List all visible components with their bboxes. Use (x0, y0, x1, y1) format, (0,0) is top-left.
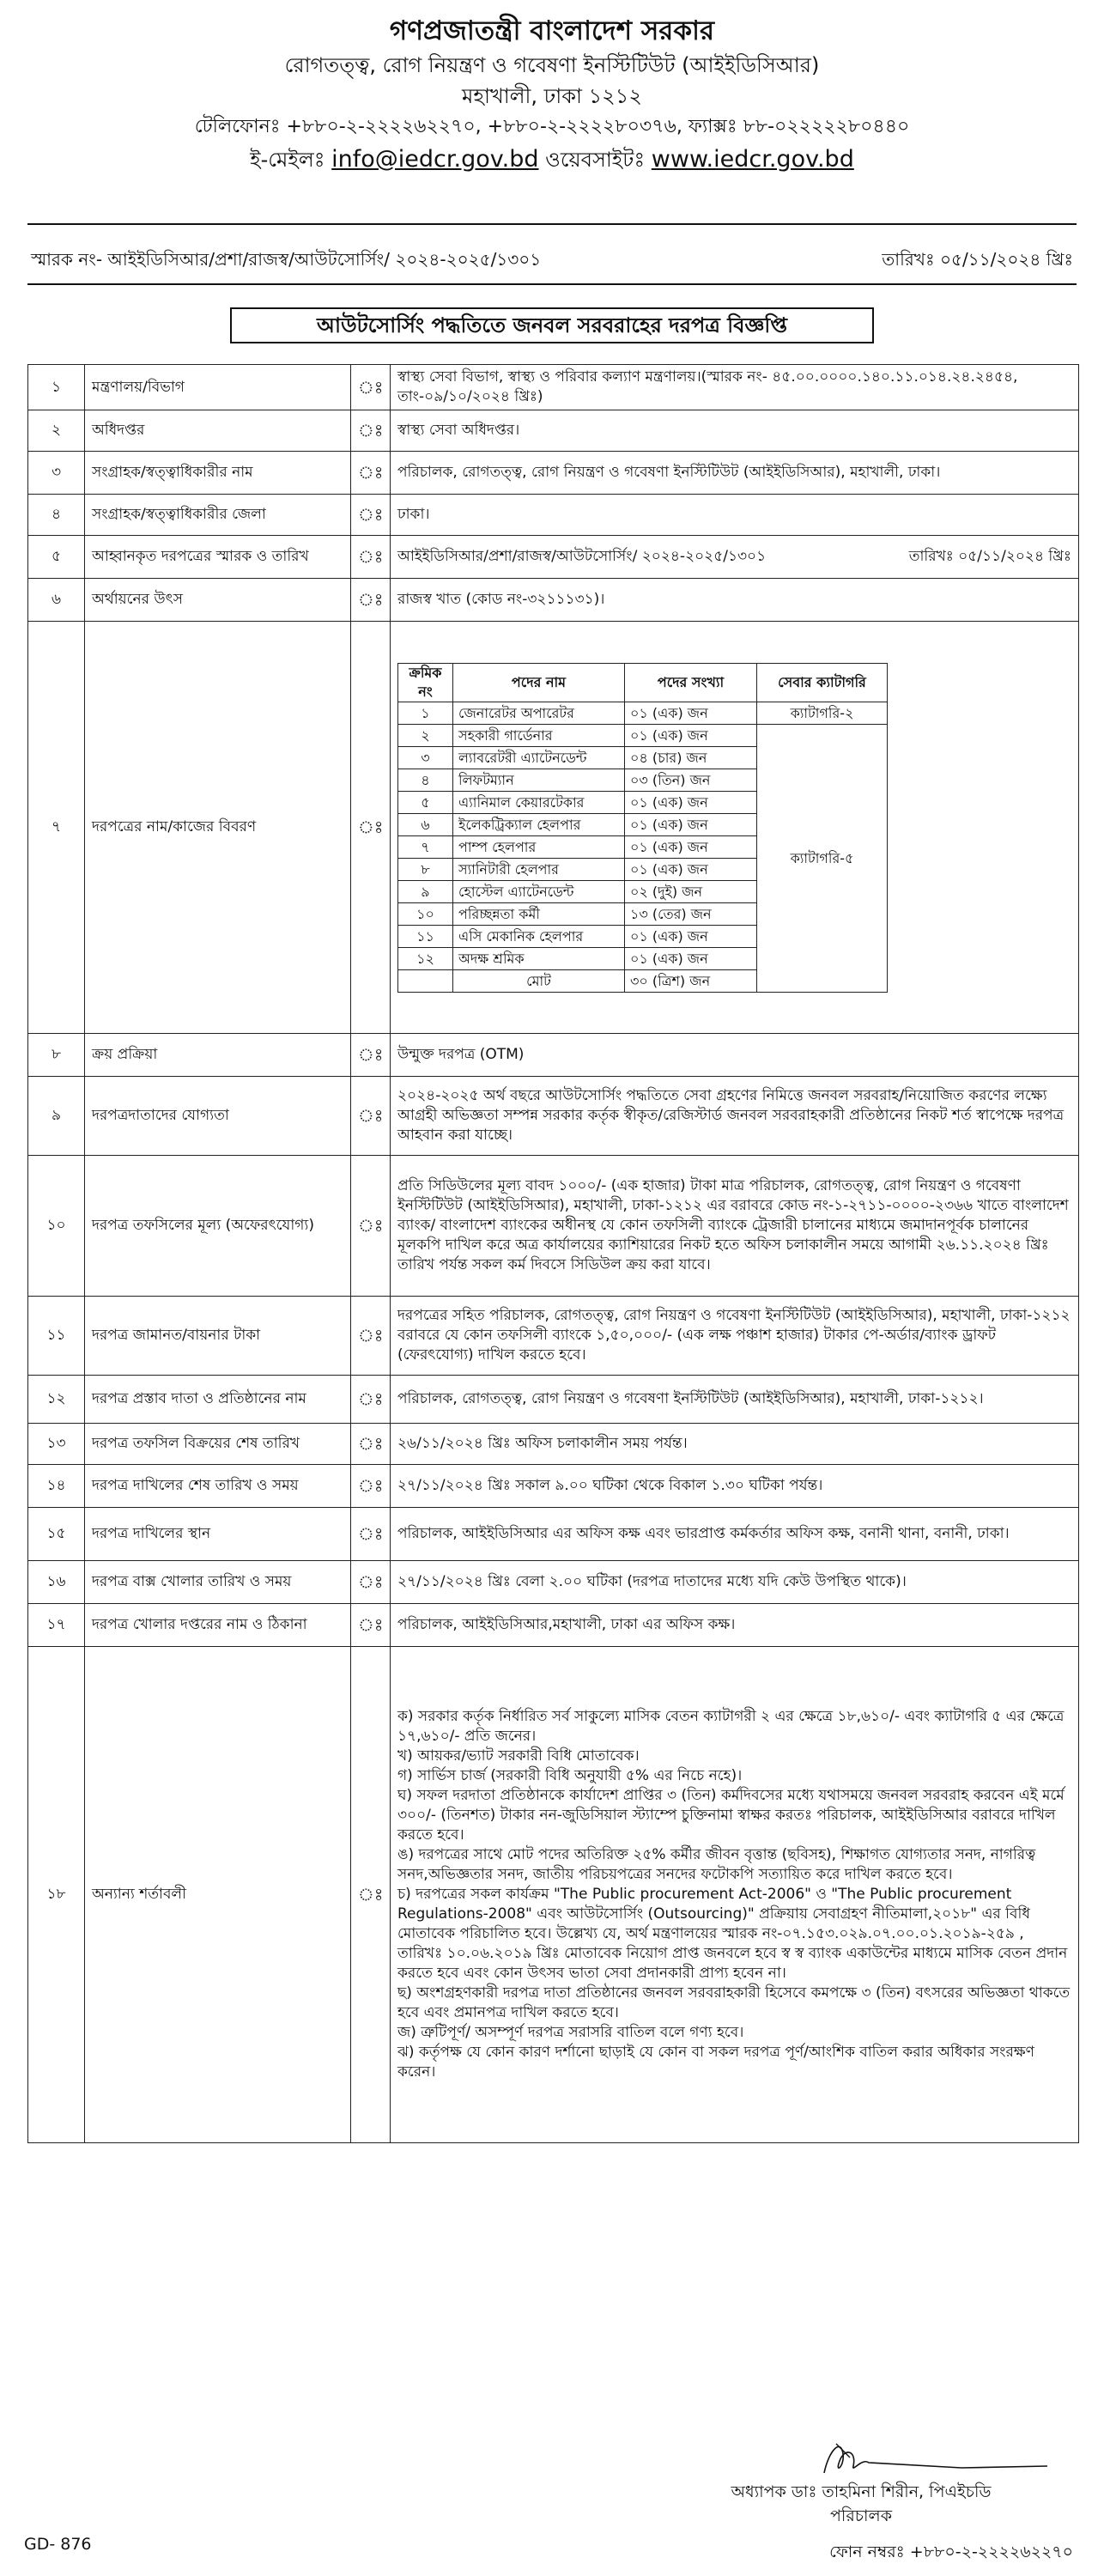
row-number: ৩ (28, 452, 85, 495)
table-row (28, 495, 1079, 536)
row-number: ১১ (28, 1297, 85, 1376)
website-label: ওয়েবসাইটঃ (545, 148, 646, 172)
post-serial: ১২ (398, 947, 453, 969)
row-label: দরপত্র প্রস্তাব দাতা ও প্রতিষ্ঠানের নাম (85, 1376, 351, 1424)
condition-item: জ) ত্রুটিপূর্ণ/ অসম্পূর্ণ দরপত্র সরাসরি বাতিল বলে গণ্য হবে। (397, 2024, 744, 2041)
post-serial: ৩ (398, 746, 453, 769)
condition-item: খ) আয়কর/ভ্যাট সরকারী বিধি মোতাবেক। (397, 1747, 640, 1765)
post-name: লিফটম্যান (453, 769, 625, 791)
post-count: ০১ (এক) জন (625, 835, 757, 858)
row-value: স্বাস্থ্য সেবা বিভাগ, স্বাস্থ্য ও পরিবার কল্যাণ মন্ত্রণালয়।(স্মারক নং- ৪৫.০০.০০০০.১৪০.১১.০১৪.২৪.২৪৫৪, তাং-০৯/১০/২০২৪ খ্রিঃ) (391, 365, 1079, 410)
govt-title: গণপ্রজাতন্ত্রী বাংলাদেশ সরকার (389, 15, 715, 46)
row-number: ১৫ (28, 1508, 85, 1561)
colon-mark: ঃ (351, 452, 391, 495)
post-count: ০১ (এক) জন (625, 925, 757, 947)
header-divider (27, 223, 1077, 225)
reference-date: তারিখঃ ০৫/১১/২০২৪ খ্রিঃ (908, 548, 1071, 565)
post-count: ০১ (এক) জন (625, 724, 757, 746)
row-number: ১২ (28, 1376, 85, 1424)
post-name: অদক্ষ শ্রমিক (453, 947, 625, 969)
table-row (28, 1647, 1079, 2143)
row-label: ক্রয় প্রক্রিয়া (85, 1034, 351, 1077)
colon-mark: ঃ (351, 579, 391, 622)
colon-mark: ঃ (351, 1376, 391, 1424)
institute-name: রোগতত্ত্ব, রোগ নিয়ন্ত্রণ ও গবেষণা ইনস্টিটিউট (আইইডিসিআর) (284, 53, 820, 77)
post-serial: ২ (398, 724, 453, 746)
post-serial: ১০ (398, 902, 453, 925)
colon-mark: ঃ (351, 1034, 391, 1077)
table-row (28, 1034, 1079, 1077)
row-number: ৫ (28, 536, 85, 579)
colon-mark: ঃ (351, 365, 391, 410)
row-value: স্বাস্থ্য সেবা অধিদপ্তর। (391, 410, 1079, 452)
table-row (28, 1156, 1079, 1297)
signature (790, 2432, 1099, 2483)
colon-mark: ঃ (351, 410, 391, 452)
colon-mark: ঃ (351, 1156, 391, 1297)
row-number: ১৪ (28, 1465, 85, 1508)
post-serial: ৮ (398, 858, 453, 880)
row-value: ২০২৪-২০২৫ অর্থ বছরে আউটসোর্সিং পদ্ধতিতে সেবা গ্রহণের নিমিত্তে জনবল সরবরাহ/নিয়োজিত করণের লক্ষ্যে আগ্রহী অভিজ্ঞতা সম্পন্ন সরকার কর্তৃক স্বীকৃত/রেজিস্টার্ড জনবল সরবরাহকারী প্রতিষ্ঠানের নিকট শর্ত স্বাপেক্ষে দরপত্র আহবান করা যাচ্ছে। (391, 1077, 1079, 1156)
post-serial: ৫ (398, 791, 453, 813)
condition-item: ঝ) কর্তৃপক্ষ যে কোন কারণ দর্শানো ছাড়াই যে কোন বা সকল দরপত্র পূর্ণ/আংশিক বাতিল করার অধিকার সংরক্ষণ করেন। (397, 2044, 1034, 2081)
post-count: ০১ (এক) জন (625, 702, 757, 724)
post-count: ০৩ (তিন) জন (625, 769, 757, 791)
post-serial: ৭ (398, 835, 453, 858)
post-name: পাম্প হেলপার (453, 835, 625, 858)
row-label: আহ্বানকৃত দরপত্রের স্মারক ও তারিখ (85, 536, 351, 579)
table-row (28, 579, 1079, 622)
condition-item: ঘ) সফল দরদাতা প্রতিষ্ঠানকে কার্যাদেশ প্রাপ্তির ৩ (তিন) কর্মদিবসের মধ্যে যথাসময়ে জনবল সরবরাহ করবেন এই মর্মে ৩০০/- (তিনশত) টাকার নন-জুডিসিয়াল স্ট্যাম্পে চুক্তিনামা স্বাক্ষর করতঃ পরিচালক, আইইডিসিআর বরাবরে দাখিল করতে হবে। (397, 1787, 1065, 1844)
row-label: অধিদপ্তর (85, 410, 351, 452)
website-link[interactable]: www.iedcr.gov.bd (651, 146, 854, 173)
colon-mark: ঃ (351, 1508, 391, 1561)
condition-item: ক) সরকার কর্তৃক নির্ধারিত সর্ব সাকুল্যে মাসিক বেতন ক্যাটাগরী ২ এর ক্ষেত্রে ১৮,৬১০/- এবং ক্যাটাগরি ৫ এর ক্ষেত্রে ১৭,৬১০/- প্রতি জনের। (397, 1708, 1065, 1745)
row-label: দরপত্র জামানত/বায়নার টাকা (85, 1297, 351, 1376)
row-number: ৪ (28, 495, 85, 536)
row-label: অর্থায়নের উৎস (85, 579, 351, 622)
post-serial: ১ (398, 702, 453, 724)
total-value: ৩০ (ত্রিশ) জন (625, 969, 757, 992)
post-count: ০১ (এক) জন (625, 858, 757, 880)
row-number: ৬ (28, 579, 85, 622)
row-value (391, 536, 1079, 579)
table-row (28, 1561, 1079, 1604)
row-label: দরপত্র তফসিল বিক্রয়ের শেষ তারিখ (85, 1424, 351, 1465)
row-label: মন্ত্রণালয়/বিভাগ (85, 365, 351, 410)
colon-mark: ঃ (351, 536, 391, 579)
colon-mark: ঃ (351, 1077, 391, 1156)
row-value: দরপত্রের সহিত পরিচালক, রোগতত্ত্ব, রোগ নিয়ন্ত্রণ ও গবেষণা ইনস্টিটিউট (আইইডিসিআর), মহাখালী, ঢাকা-১২১২ বরাবরে যে কোন তফসিলী ব্যাংকে ১,৫০,০০০/- (এক লক্ষ পঞ্চাশ হাজার) টাকার পে-অর্ডার/ব্যাংক ড্রাফট (ফেরৎযোগ্য) দাখিল করতে হবে। (391, 1297, 1079, 1376)
row-value: পরিচালক, আইইডিসিআর এর অফিস কক্ষ এবং ভারপ্রাপ্ত কর্মকর্তার অফিস কক্ষ, বনানী থানা, বনানী, ঢাকা। (391, 1508, 1079, 1561)
row-value (391, 622, 1079, 1034)
post-serial: ১১ (398, 925, 453, 947)
row-label: দরপত্র দাখিলের শেষ তারিখ ও সময় (85, 1465, 351, 1508)
row-number: ১৩ (28, 1424, 85, 1465)
table-row (28, 1465, 1079, 1508)
row-number: ১৭ (28, 1604, 85, 1647)
post-name: হোস্টেল এ্যাটেনডেন্ট (453, 880, 625, 902)
post-serial: ৪ (398, 769, 453, 791)
reference-memo: আইইডিসিআর/প্রশা/রাজস্ব/আউটসোর্সিং/ ২০২৪-২০২৫/১৩০১ (397, 548, 767, 565)
post-name: এসি মেকানিক হেলপার (453, 925, 625, 947)
row-label: সংগ্রাহক/স্বত্ত্বাধিকারীর নাম (85, 452, 351, 495)
post-count: ১৩ (তের) জন (625, 902, 757, 925)
row-label: সংগ্রাহক/স্বত্ত্বাধিকারীর জেলা (85, 495, 351, 536)
conditions-list (391, 1647, 1079, 2143)
condition-item: ঙ) দরপত্রের সাথে মোট পদের অতিরিক্ত ২৫% কর্মীর জীবন বৃত্তান্ত (ছবিসহ), শিক্ষাগত যোগ্যতার সনদ, নাগরিত্ব সনদ,অভিজ্ঞতার সনদ, জাতীয় পরিচয়পত্রের সনদের ফটোকপি সত্যায়িত করে দাখিল করতে হবে। (397, 1846, 1036, 1883)
table-row (28, 1508, 1079, 1561)
post-name: ইলেকট্রিক্যাল হেলপার (453, 813, 625, 835)
total-empty (398, 969, 453, 992)
row-number: ৭ (28, 622, 85, 1034)
condition-item: ছ) অংশগ্রহণকারী দরপত্র দাতা প্রতিষ্ঠানের জনবল সরবরাহকারী হিসেবে কমপক্ষে ৩ (তিন) বৎসরের অভিজ্ঞতা থাকতে হবে এবং প্রমানপত্র দাখিল করতে হবে। (397, 1984, 1071, 2021)
row-number: ১৮ (28, 1647, 85, 2143)
memo-number: স্মারক নং- আইইডিসিআর/প্রশা/রাজস্ব/আউটসোর্সিং/ ২০২৪-২০২৫/১৩০১ (31, 249, 542, 270)
gd-code: GD- 876 (24, 2535, 92, 2554)
row-label: দরপত্র দাখিলের স্থান (85, 1508, 351, 1561)
table-row (28, 1376, 1079, 1424)
posts-table (397, 663, 888, 993)
posts-header-row (398, 663, 888, 702)
row-number: ৯ (28, 1077, 85, 1156)
header-post-count: পদের সংখ্যা (625, 663, 757, 702)
post-count: ০১ (এক) জন (625, 791, 757, 813)
table-row (28, 1604, 1079, 1647)
row-label: দরপত্র বাক্স খোলার তারিখ ও সময় (85, 1561, 351, 1604)
total-label: মোট (453, 969, 625, 992)
row-number: ৮ (28, 1034, 85, 1077)
table-row (28, 1297, 1079, 1376)
post-name: স্যানিটারী হেলপার (453, 858, 625, 880)
row-value: প্রতি সিডিউলের মূল্য বাবদ ১০০০/- (এক হাজার) টাকা মাত্র পরিচালক, রোগতত্ত্ব, রোগ নিয়ন্ত্রণ ও গবেষণা ইনস্টিটিউট (আইইডিসিআর), মহাখালী, ঢাকা-১২১২ এর বরাবরে কোড নং-১-২৭১১-০০০০-২৩৬৬ খাতে বাংলাদেশ ব্যাংক/ বাংলাদেশ ব্যাংকের অধীনস্থ যে কোন তফসিলী ব্যাংকে ট্রেজারী চালানের মাধ্যমে জমাদানপূর্বক চালানের মূলকপি দাখিল করে অত্র কার্যালয়ের ক্যাশিয়ারের নিকট হতে অফিস চলাকালীন সময়ে আগামী ২৬.১১.২০২৪ খ্রিঃ তারিখ পর্যন্ত সকল কর্ম দিবসে সিডিউল ক্রয় করা যাবে। (391, 1156, 1079, 1297)
row-label: দরপত্র খোলার দপ্তরের নাম ও ঠিকানা (85, 1604, 351, 1647)
post-count: ০১ (এক) জন (625, 813, 757, 835)
table-row (28, 1424, 1079, 1465)
header-category: সেবার ক্যাটাগরি (757, 663, 888, 702)
colon-mark: ঃ (351, 622, 391, 1034)
row-label: দরপত্র তফসিলের মূল্য (অফেরৎযোগ্য) (85, 1156, 351, 1297)
post-count: ০২ (দুই) জন (625, 880, 757, 902)
row-value: পরিচালক, রোগতত্ত্ব, রোগ নিয়ন্ত্রণ ও গবেষণা ইনস্টিটিউট (আইইডিসিআর), মহাখালী, ঢাকা-১২১২। (391, 1376, 1079, 1424)
email-link[interactable]: info@iedcr.gov.bd (331, 146, 539, 173)
email-web-line (0, 143, 1104, 177)
institute-address: মহাখালী, ঢাকা ১২১২ (462, 84, 642, 108)
phone-fax-line: টেলিফোনঃ +৮৮০-২-২২২২৬২২৭০, +৮৮০-২-২২২২৮০৩৭৬, ফ্যাক্সঃ ৮৮-০২২২২২৮০৪৪০ (194, 116, 910, 137)
post-name: সহকারী গার্ডেনার (453, 724, 625, 746)
table-row (28, 365, 1079, 410)
table-row (28, 410, 1079, 452)
row-number: ১৬ (28, 1561, 85, 1604)
colon-mark: ঃ (351, 1424, 391, 1465)
colon-mark: ঃ (351, 495, 391, 536)
row-value: উন্মুক্ত দরপত্র (OTM) (391, 1034, 1079, 1077)
post-serial: ৬ (398, 813, 453, 835)
signer-phone: ফোন নম্বরঃ +৮৮০-২-২২২২৬২২৭০ (829, 2543, 1073, 2561)
post-category: ক্যাটাগরি-৫ (757, 724, 888, 992)
condition-item: গ) সার্ভিস চার্জ (সরকারী বিধি অনুযায়ী ৫% এর নিচে নহে)। (397, 1767, 743, 1784)
row-value: ঢাকা। (391, 495, 1079, 536)
notice-title: আউটসোর্সিং পদ্ধতিতে জনবল সরবরাহের দরপত্র বিজ্ঞপ্তি (230, 307, 874, 343)
table-row (28, 452, 1079, 495)
signer-name: অধ্যাপক ডাঃ তাহমিনা শিরীন, পিএইচডি (731, 2482, 992, 2501)
tender-details-table (27, 364, 1079, 2143)
colon-mark: ঃ (351, 1297, 391, 1376)
memo-divider (27, 283, 1077, 285)
post-name: জেনারেটর অপারেটর (453, 702, 625, 724)
signer-title: পরিচালক (830, 2506, 892, 2525)
signer-block (659, 2480, 1063, 2528)
header-post-name: পদের নাম (453, 663, 625, 702)
post-category: ক্যাটাগরি-২ (757, 702, 888, 724)
colon-mark: ঃ (351, 1647, 391, 2143)
post-serial: ৯ (398, 880, 453, 902)
colon-mark: ঃ (351, 1465, 391, 1508)
table-row (28, 622, 1079, 1034)
memo-date: তারিখঃ ০৫/১১/২০২৪ খ্রিঃ (882, 249, 1073, 270)
post-name: এ্যানিমাল কেয়ারটেকার (453, 791, 625, 813)
row-number: ১ (28, 365, 85, 410)
row-value: ২৭/১১/২০২৪ খ্রিঃ বেলা ২.০০ ঘটিকা (দরপত্র দাতাদের মধ্যে যদি কেউ উপস্থিত থাকে)। (391, 1561, 1079, 1604)
letterhead (0, 12, 1104, 177)
condition-item: চ) দরপত্রের সকল কার্যক্রম "The Public procurement Act-2006" ও "The Public procurement Regulations-2008" এবং আউটসোর্সিং (Outsourcing)" প্রক্রিয়ায় সেবাগ্রহণ নীতিমালা,২০১৮" এর বিধি মোতাবেক পরিচালিত হবে। উল্লেখ্য যে, অর্থ মন্ত্রণালয়ের স্মারক নং-০৭.১৫৩.০২৯.০৭.০০.০১.২০১৯-২৫৯ , তারিখঃ ১০.০৬.২০১৯ খ্রিঃ মোতাবেক নিয়োগ প্রাপ্ত জনবলে হবে স্ব স্ব ব্যাংক একাউন্টের মাধ্যমে মাসিক বেতন প্রদান করতে হবে এবং কোন উৎসব ভাতা সেবা প্রদানকারী প্রাপ্য হবেন না। (397, 1886, 1068, 1982)
row-label: দরপত্রদাতাদের যোগ্যতা (85, 1077, 351, 1156)
colon-mark: ঃ (351, 1561, 391, 1604)
row-value: ২৭/১১/২০২৪ খ্রিঃ সকাল ৯.০০ ঘটিকা থেকে বিকাল ১.৩০ ঘটিকা পর্যন্ত। (391, 1465, 1079, 1508)
row-label: দরপত্রের নাম/কাজের বিবরণ (85, 622, 351, 1034)
table-row (28, 536, 1079, 579)
row-label: অন্যান্য শর্তাবলী (85, 1647, 351, 2143)
post-count: ০১ (এক) জন (625, 947, 757, 969)
row-value: পরিচালক, রোগতত্ত্ব, রোগ নিয়ন্ত্রণ ও গবেষণা ইনস্টিটিউট (আইইডিসিআর), মহাখালী, ঢাকা। (391, 452, 1079, 495)
row-value: রাজস্ব খাত (কোড নং-৩২১১১৩১)। (391, 579, 1079, 622)
row-value: ২৬/১১/২০২৪ খ্রিঃ অফিস চলাকালীন সময় পর্যন্ত। (391, 1424, 1079, 1465)
post-name: পরিচ্ছন্নতা কর্মী (453, 902, 625, 925)
row-number: ১০ (28, 1156, 85, 1297)
posts-row (398, 724, 888, 746)
row-number: ২ (28, 410, 85, 452)
posts-row (398, 702, 888, 724)
table-row (28, 1077, 1079, 1156)
post-name: ল্যাবরেটরী এ্যাটেনডেন্ট (453, 746, 625, 769)
colon-mark: ঃ (351, 1604, 391, 1647)
header-serial: ক্রমিক নং (398, 663, 453, 702)
row-value: পরিচালক, আইইডিসিআর,মহাখালী, ঢাকা এর অফিস কক্ষ। (391, 1604, 1079, 1647)
email-label: ই-মেইলঃ (250, 148, 325, 172)
post-count: ০৪ (চার) জন (625, 746, 757, 769)
